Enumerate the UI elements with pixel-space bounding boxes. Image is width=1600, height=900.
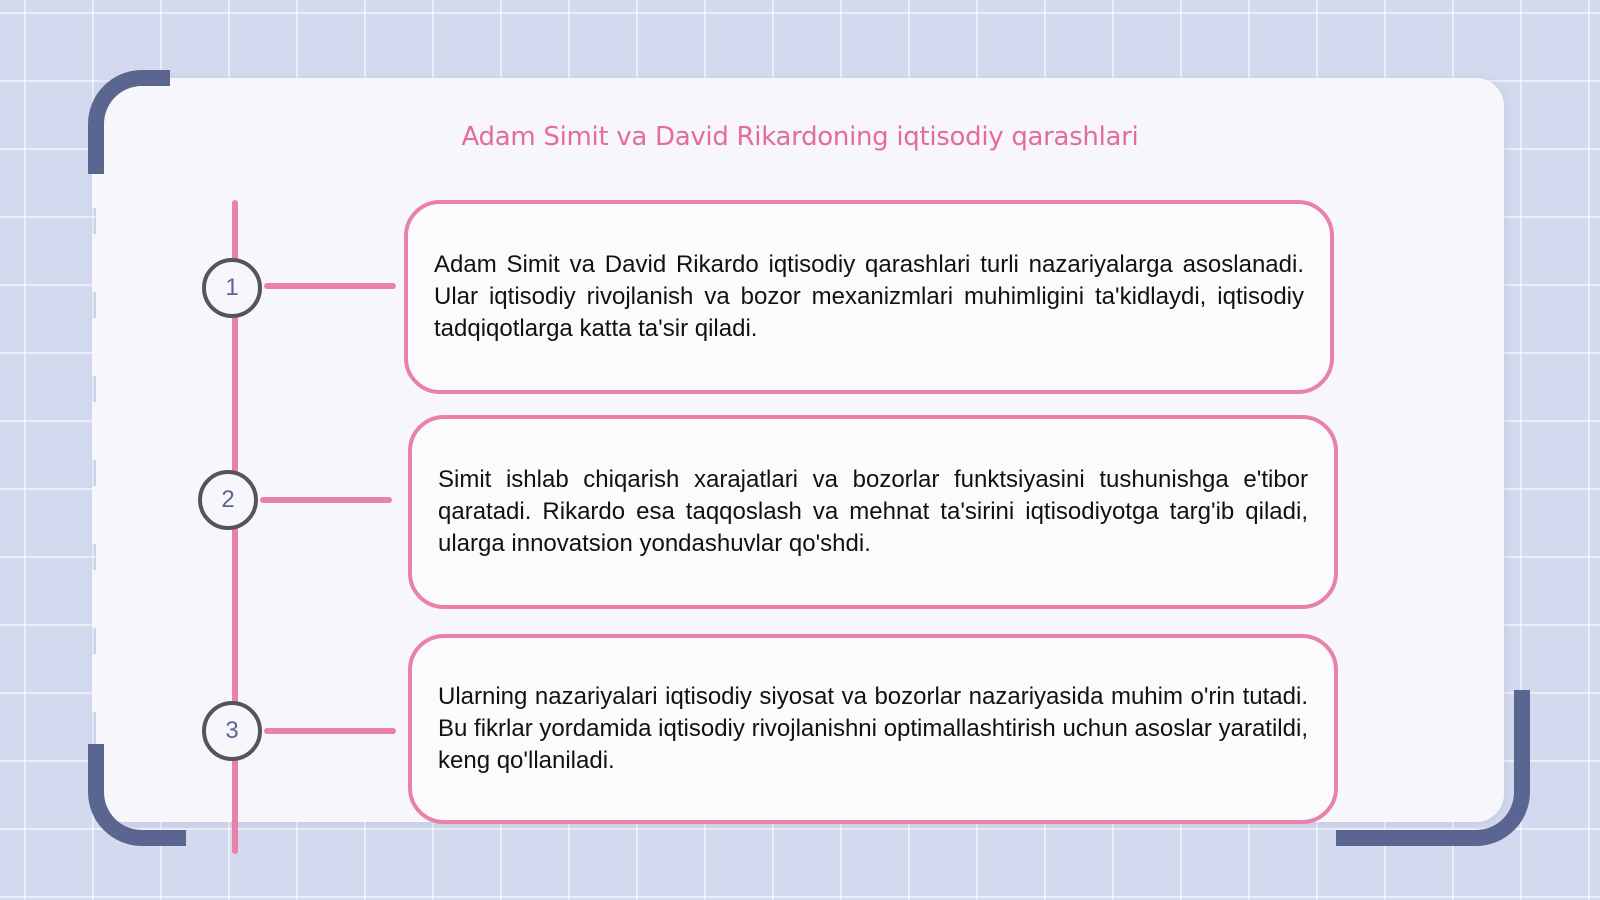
timeline-connector-1 — [264, 283, 396, 289]
timeline-node-2: 2 — [198, 470, 258, 530]
timeline-card-text: Ularning nazariyalari iqtisodiy siyosat va bozorlar nazariyasida muhim o'rin tutadi. Bu fikrlar yordamida iqtisodiy rivojlanishni optimallashtirish uchun asoslar yaratildi, keng qo'llaniladi. — [438, 683, 1308, 774]
timeline-card-1 — [404, 200, 1334, 394]
timeline-card-2 — [408, 415, 1338, 609]
timeline-card-3 — [408, 634, 1338, 824]
timeline-node-3: 3 — [202, 701, 262, 761]
corner-bracket-bottom-left — [88, 744, 186, 846]
timeline-card-text: Simit ishlab chiqarish xarajatlari va bozorlar funktsiyasini tushunishga e'tibor qaratadi. Rikardo esa taqqoslash va mehnat ta'sirini iqtisodiyotga targ'ib qiladi, ularga innovatsion yondashuvlar qo'shdi. — [438, 466, 1308, 557]
timeline-node-1: 1 — [202, 258, 262, 318]
timeline-connector-3 — [264, 728, 396, 734]
timeline-connector-2 — [260, 497, 392, 503]
timeline-card-text: Adam Simit va David Rikardo iqtisodiy qarashlari turli nazariyalarga asoslanadi. Ular iqtisodiy rivojlanish va bozor mexanizmlari muhimligini ta'kidlaydi, iqtisodiy tadqiqotlarga katta ta'sir qiladi. — [434, 251, 1304, 342]
corner-bracket-bottom-right — [1336, 690, 1530, 846]
slide-title: Adam Simit va David Rikardoning iqtisodiy qarashlari — [461, 122, 1139, 152]
